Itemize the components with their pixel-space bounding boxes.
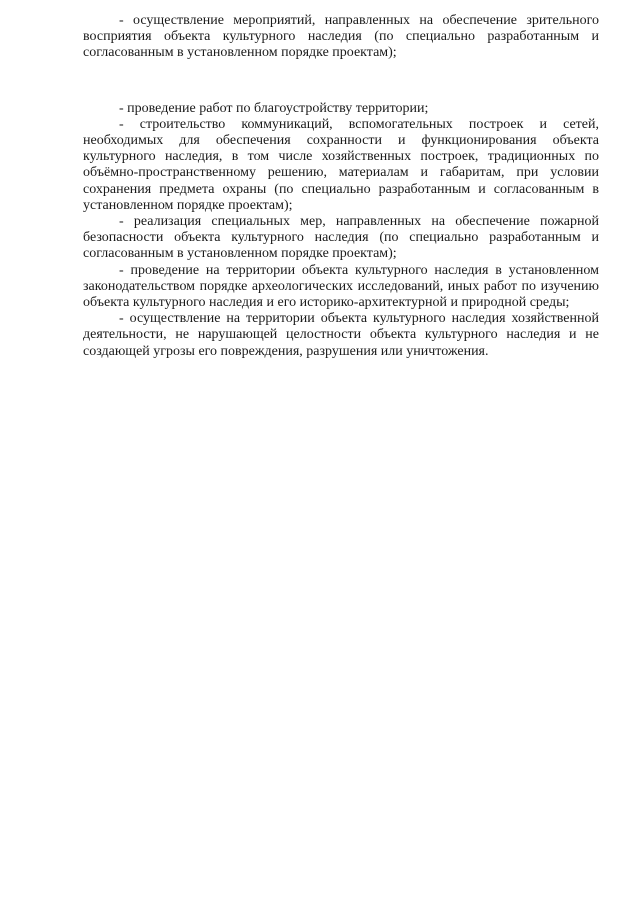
paragraph-economic-activity: - осуществление на территории объекта культурного наследия хозяйственной деятельности, не нарушающей целостности объекта культурного наследия и не создающей угрозы его повреждения, разрушения или уничтожения. [83, 311, 599, 359]
paragraph-visual-perception: - осуществление мероприятий, направленных на обеспечение зрительного восприятия объекта культурного наследия (по специально разработанным и согласованным в установленном порядке проектам); [83, 13, 599, 61]
paragraph-fire-safety: - реализация специальных мер, направленных на обеспечение пожарной безопасности объекта культурного наследия (по специально разработанным и согласованным в установленном порядке проектам); [83, 214, 599, 262]
paragraph-archaeological-research: - проведение на территории объекта культурного наследия в установленном законодательством порядке археологических исследований, иных работ по изучению объекта культурного наследия и его историко-архитектурной и природной среды; [83, 262, 599, 311]
paragraph-spacer [83, 62, 599, 101]
document-body [83, 13, 599, 360]
paragraph-communications-construction: - строительство коммуникаций, вспомогательных построек и сетей, необходимых для обеспечения сохранности и функционирования объекта культурного наследия, в том числе хозяйственных построек, традиционных по объёмно-пространственному решению, материалам и габаритам, при условии сохранения предмета охраны (по специально разработанным и согласованным в установленном порядке проектам); [83, 116, 599, 213]
paragraph-landscaping: - проведение работ по благоустройству территории; [119, 100, 429, 116]
